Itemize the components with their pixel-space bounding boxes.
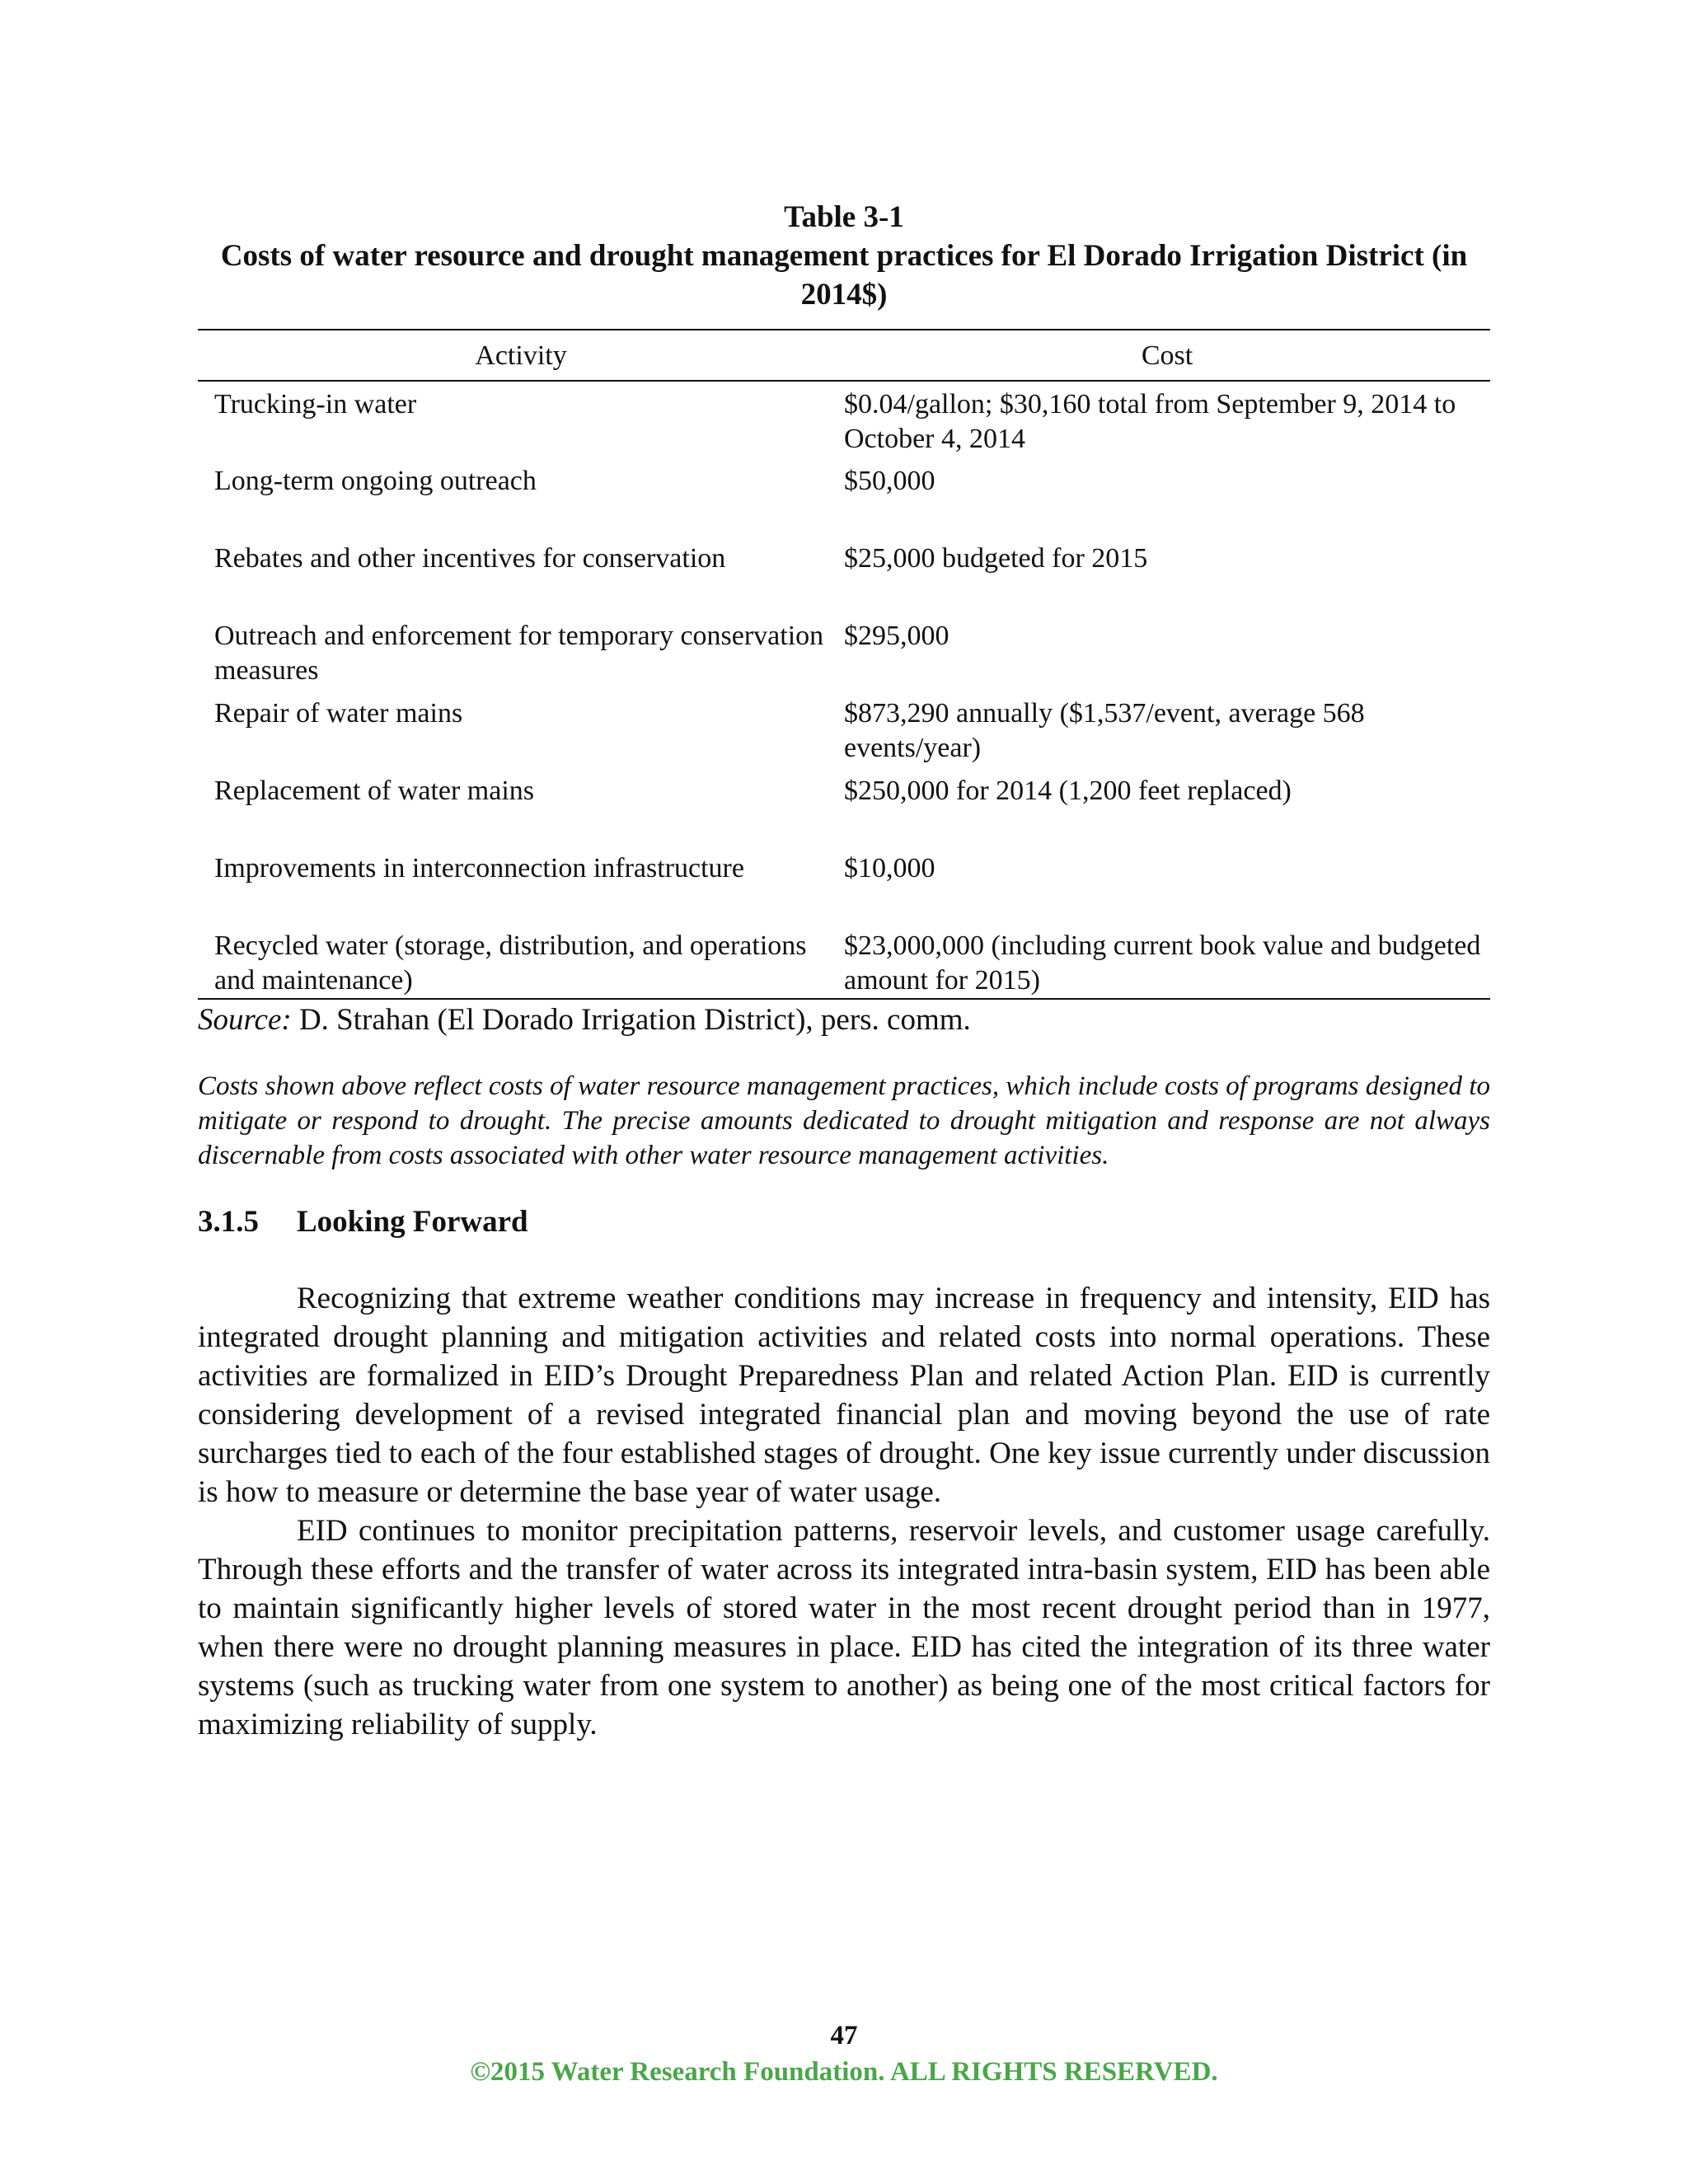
table-title: Costs of water resource and drought management practices for El Dorado Irrigation District (in 2014$) [220, 239, 1468, 312]
cost-cell: $295,000 [844, 621, 950, 651]
source-text: D. Strahan (El Dorado Irrigation District), pers. comm. [291, 1003, 971, 1037]
section-number: 3.1.5 [198, 1205, 259, 1239]
table-title-block [198, 198, 1490, 314]
table-note: Costs shown above reflect costs of water resource management practices, which include costs of programs designed to mitigate or respond to drought. The precise amounts dedicated to drought mitigation and response are not always discernable from costs associated with other water resource management activities. [198, 1071, 1490, 1170]
paragraph: Recognizing that extreme weather conditions may increase in frequency and intensity, EID has integrated drought planning and mitigation activities and related costs into normal operations. These activities are formalized in EID’s Drought Preparedness Plan and related Action Plan. EID is currently considering development of a revised integrated financial plan and moving beyond the use of rate surcharges tied to each of the four established stages of drought. One key issue currently under discussion is how to measure or determine the base year of water usage. [198, 1282, 1490, 1509]
table-row [198, 381, 1490, 458]
table-row [198, 846, 1490, 923]
table-row [198, 613, 1490, 691]
table-row [198, 923, 1490, 999]
activity-cell: Improvements in interconnection infrastructure [214, 853, 744, 883]
activity-cell: Replacement of water mains [214, 776, 535, 806]
cost-cell: $0.04/gallon; $30,160 total from September 9, 2014 to October 4, 2014 [844, 389, 1456, 454]
cost-cell: $873,290 annually ($1,537/event, average 568 events/year) [844, 698, 1365, 763]
activity-cell: Recycled water (storage, distribution, and operations and maintenance) [198, 923, 844, 999]
activity-cell: Repair of water mains [214, 698, 463, 729]
activity-cell: Long-term ongoing outreach [214, 466, 537, 496]
cost-cell: $10,000 [844, 853, 935, 883]
activity-cell: Rebates and other incentives for conservation [214, 543, 726, 574]
activity-cell: Trucking-in water [214, 389, 417, 419]
body-text [198, 1279, 1490, 1744]
page-number: 47 [830, 2021, 858, 2050]
table-source [198, 1001, 1490, 1039]
activity-cell: Outreach and enforcement for temporary conservation measures [214, 621, 824, 686]
source-label: Source: [198, 1003, 292, 1037]
table-row [198, 458, 1490, 536]
table-header-row [198, 330, 1490, 381]
paragraph: EID continues to monitor precipitation patterns, reservoir levels, and customer usage carefully. Through these efforts and the transfer of water across its integrated intra-basin system, EID has been able to maintain significantly higher levels of stored water in the most recent drought period than in 1977, when there were no drought planning measures in place. EID has cited the integration of its three water systems (such as trucking water from one system to another) as being one of the most critical factors for maximizing reliability of supply. [198, 1514, 1490, 1741]
document-page [198, 198, 1490, 1744]
copyright-notice: ©2015 Water Research Foundation. ALL RIGHTS RESERVED. [470, 2057, 1218, 2087]
table-row [198, 691, 1490, 768]
header-cost: Cost [844, 330, 1490, 381]
cost-cell: $50,000 [844, 466, 935, 496]
section-title: Looking Forward [297, 1205, 528, 1239]
cost-cell: $25,000 budgeted for 2015 [844, 543, 1148, 574]
cost-cell: $250,000 for 2014 (1,200 feet replaced) [844, 776, 1292, 806]
table-row [198, 536, 1490, 613]
cost-cell: $23,000,000 (including current book value and budgeted amount for 2015) [844, 923, 1490, 999]
header-activity: Activity [198, 330, 844, 381]
table-row [198, 768, 1490, 846]
table-label: Table 3-1 [784, 200, 904, 234]
section-heading [198, 1204, 1490, 1240]
costs-table [198, 329, 1490, 1000]
